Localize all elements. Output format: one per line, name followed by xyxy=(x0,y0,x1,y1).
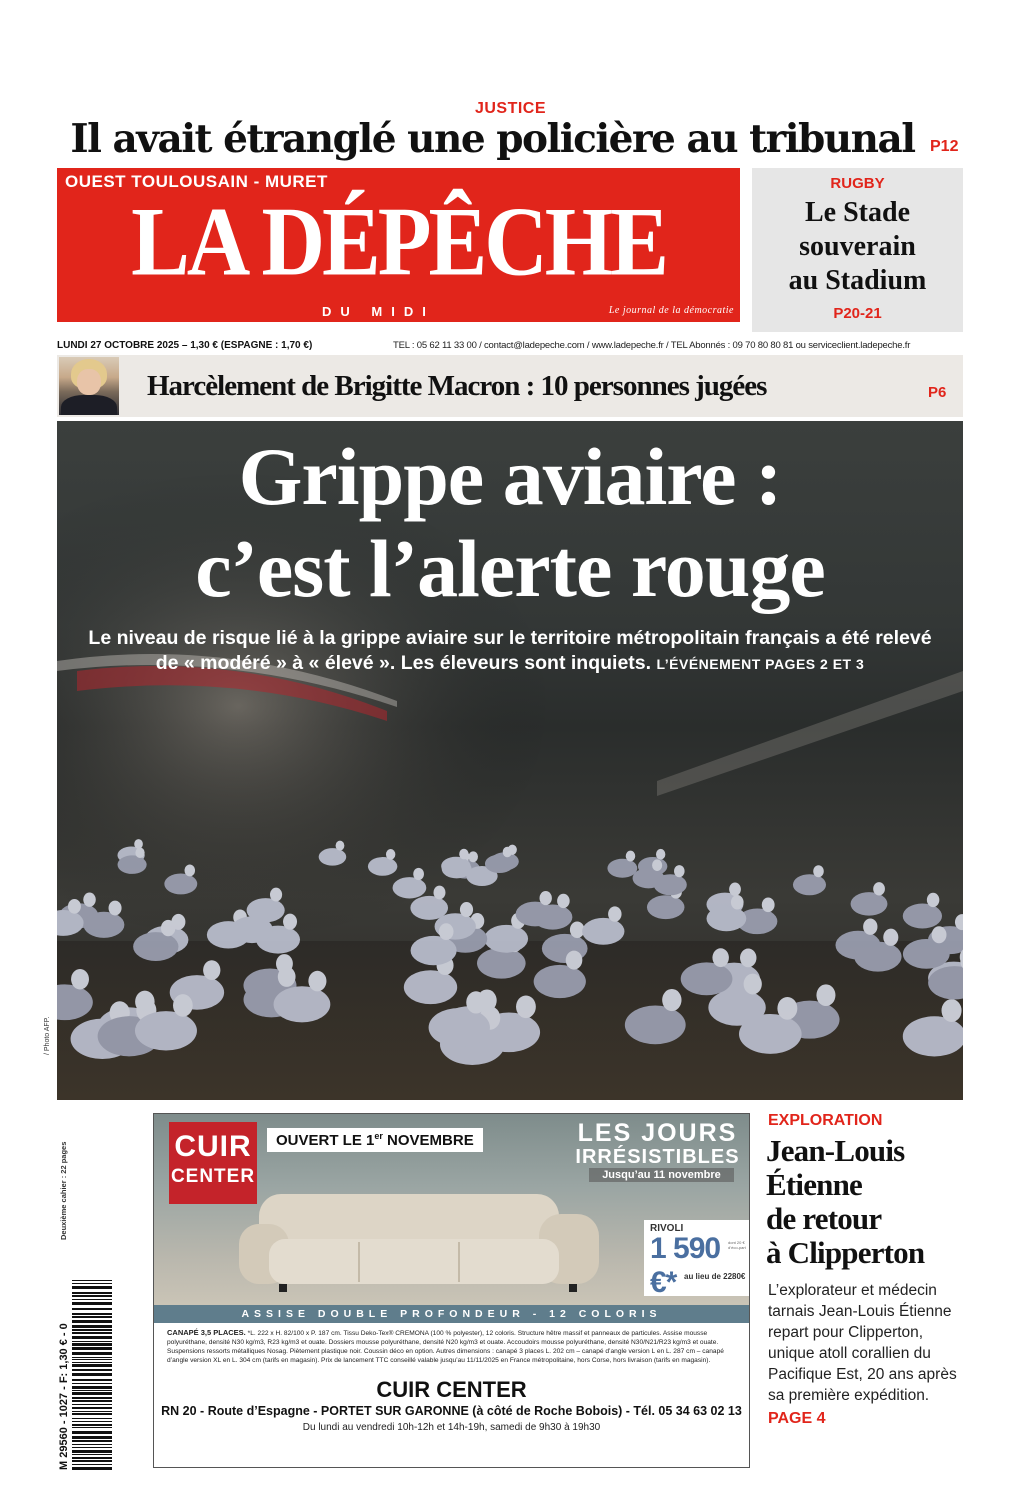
ad-visual xyxy=(154,1114,749,1319)
price-note: dont 20 € d’éco-part xyxy=(728,1240,746,1250)
main-headline-line: Grippe aviaire : xyxy=(238,431,782,522)
exploration-kicker: EXPLORATION xyxy=(768,1112,883,1129)
masthead xyxy=(57,168,740,322)
logo-line: CUIR xyxy=(174,1130,252,1163)
rugby-kicker: RUGBY xyxy=(830,175,885,192)
exploration-headline[interactable] xyxy=(766,1134,961,1270)
top-headline[interactable]: Il avait étranglé une policière au tribunal xyxy=(70,116,915,162)
exploration-headline-line: Étienne xyxy=(766,1167,863,1202)
photo-credit: / Photo AFP. xyxy=(44,1016,51,1055)
logo-subtitle: DU MIDI xyxy=(322,304,435,319)
top-page-ref: P12 xyxy=(930,138,959,155)
main-headline xyxy=(57,431,963,615)
rugby-headline xyxy=(752,196,963,298)
ad-strip: ASSISE DOUBLE PROFONDEUR - 12 COLORIS xyxy=(154,1305,749,1323)
rugby-page-ref: P20-21 xyxy=(833,305,882,322)
promo-date: Jusqu’au 11 novembre xyxy=(589,1168,734,1182)
sofa-image xyxy=(239,1184,629,1304)
fine-print-body: *L. 222 x H. 82/100 x P. 187 cm. Tissu Deko-Tex® CREMONA (100 % polyester), 12 coloris. Structure hêtre massif et panneaux de particules. Assise mousse polyuréthane, densité N30 kg/m3, R23 kg/m3 et ouate. Dossiers mousse polyuréthane, densité N20 kg/m3 et ouate. Accoudoirs mousse polyuréthane, densité N30/N21/R23 kg/m3 et ouate. Suspensions ressorts métalliques Nosag. Piètement plastique noir. Coussin déco en option. Autres dimensions : canapé 3 places L. 202 cm – canapé d’angle version L en L. 287 cm – canapé d’angle version XL en L. 304 cm (tarifs en magasin). Prix de lancement TTC conseillé valable jusqu’au 11/11/2025 en France métropolitaine, hors Corse, hors livraison (tarifs en magasin). xyxy=(167,1330,724,1364)
promo-line: LES JOURS xyxy=(577,1119,738,1147)
ad-hours: Du lundi au vendredi 10h-12h et 14h-19h, samedi de 9h30 à 19h30 xyxy=(302,1422,601,1433)
price-box xyxy=(644,1220,749,1299)
macron-teaser[interactable] xyxy=(57,355,963,417)
ad-fine-print xyxy=(167,1328,742,1365)
rugby-headline-line: Le Stade xyxy=(805,197,910,228)
opening-tail: NOVEMBRE xyxy=(382,1132,474,1149)
old-price: au lieu de 2280€ xyxy=(684,1272,746,1281)
price: 1 590 €* xyxy=(650,1232,721,1299)
exploration-headline-line: de retour xyxy=(766,1201,882,1236)
promo-line: IRRÉSISTIBLES xyxy=(575,1146,740,1168)
cuir-center-ad[interactable] xyxy=(153,1113,750,1468)
opening-text: OUVERT LE 1 xyxy=(276,1132,375,1149)
barcode-text: M 29560 - 1027 - F: 1,30 € - 0 xyxy=(58,1323,70,1470)
exploration-headline-line: Jean-Louis xyxy=(766,1133,905,1168)
main-deck-line: Le niveau de risque lié à la grippe aviaire sur le territoire métropolitain français a été relevé xyxy=(88,627,932,649)
newspaper-logo[interactable]: LA DÉPÊCHE xyxy=(131,188,666,298)
ad-brand: CUIR CENTER xyxy=(376,1377,527,1402)
main-deck-line: de « modéré » à « élevé ». Les éleveurs sont inquiets. xyxy=(155,652,652,674)
opening-sup: er xyxy=(374,1131,383,1141)
logo-tagline: Le journal de la démocratie xyxy=(608,305,734,316)
ad-address: RN 20 - Route d’Espagne - PORTET SUR GARONNE (à côté de Roche Bobois) - Tél. 05 34 63 02 13 xyxy=(161,1404,742,1418)
logo-line: CENTER xyxy=(170,1166,256,1187)
brigitte-macron-photo xyxy=(59,357,119,415)
exploration-page-ref: PAGE 4 xyxy=(768,1410,826,1427)
rugby-headline-line: au Stadium xyxy=(788,265,927,296)
main-headline-line: c’est l’alerte rouge xyxy=(195,523,825,614)
exploration-headline-line: à Clipperton xyxy=(766,1235,925,1270)
fine-print-lead: CANAPÉ 3,5 PLACES. xyxy=(167,1328,246,1337)
model-name: RIVOLI xyxy=(650,1223,684,1234)
supplement-note: Deuxième cahier : 22 pages xyxy=(59,1141,68,1240)
main-deck xyxy=(57,626,963,677)
main-story-photo[interactable] xyxy=(57,421,963,1100)
dateline: LUNDI 27 OCTOBRE 2025 – 1,30 € (ESPAGNE : 1,70 €) xyxy=(57,340,313,351)
macron-headline: Harcèlement de Brigitte Macron : 10 personnes jugées xyxy=(147,370,767,402)
edition-label: OUEST TOULOUSAIN - MURET xyxy=(65,172,328,191)
macron-page-ref: P6 xyxy=(928,384,947,401)
rugby-headline-line: souverain xyxy=(799,231,916,262)
main-page-ref: L’ÉVÉNEMENT PAGES 2 ET 3 xyxy=(656,656,865,672)
contact-line: TEL : 05 62 11 33 00 / contact@ladepeche.com / www.ladepeche.fr / TEL Abonnés : 09 70 80 80 81 ou serviceclient.ladepeche.fr xyxy=(393,340,911,351)
opening-label xyxy=(267,1128,483,1152)
exploration-body: L’explorateur et médecin tarnais Jean-Louis Étienne repart pour Clipperton, unique atoll corallien du Pacifique Est, 20 ans après sa première expédition. xyxy=(768,1282,957,1404)
rugby-teaser[interactable] xyxy=(752,168,963,332)
top-kicker: JUSTICE xyxy=(474,100,547,117)
